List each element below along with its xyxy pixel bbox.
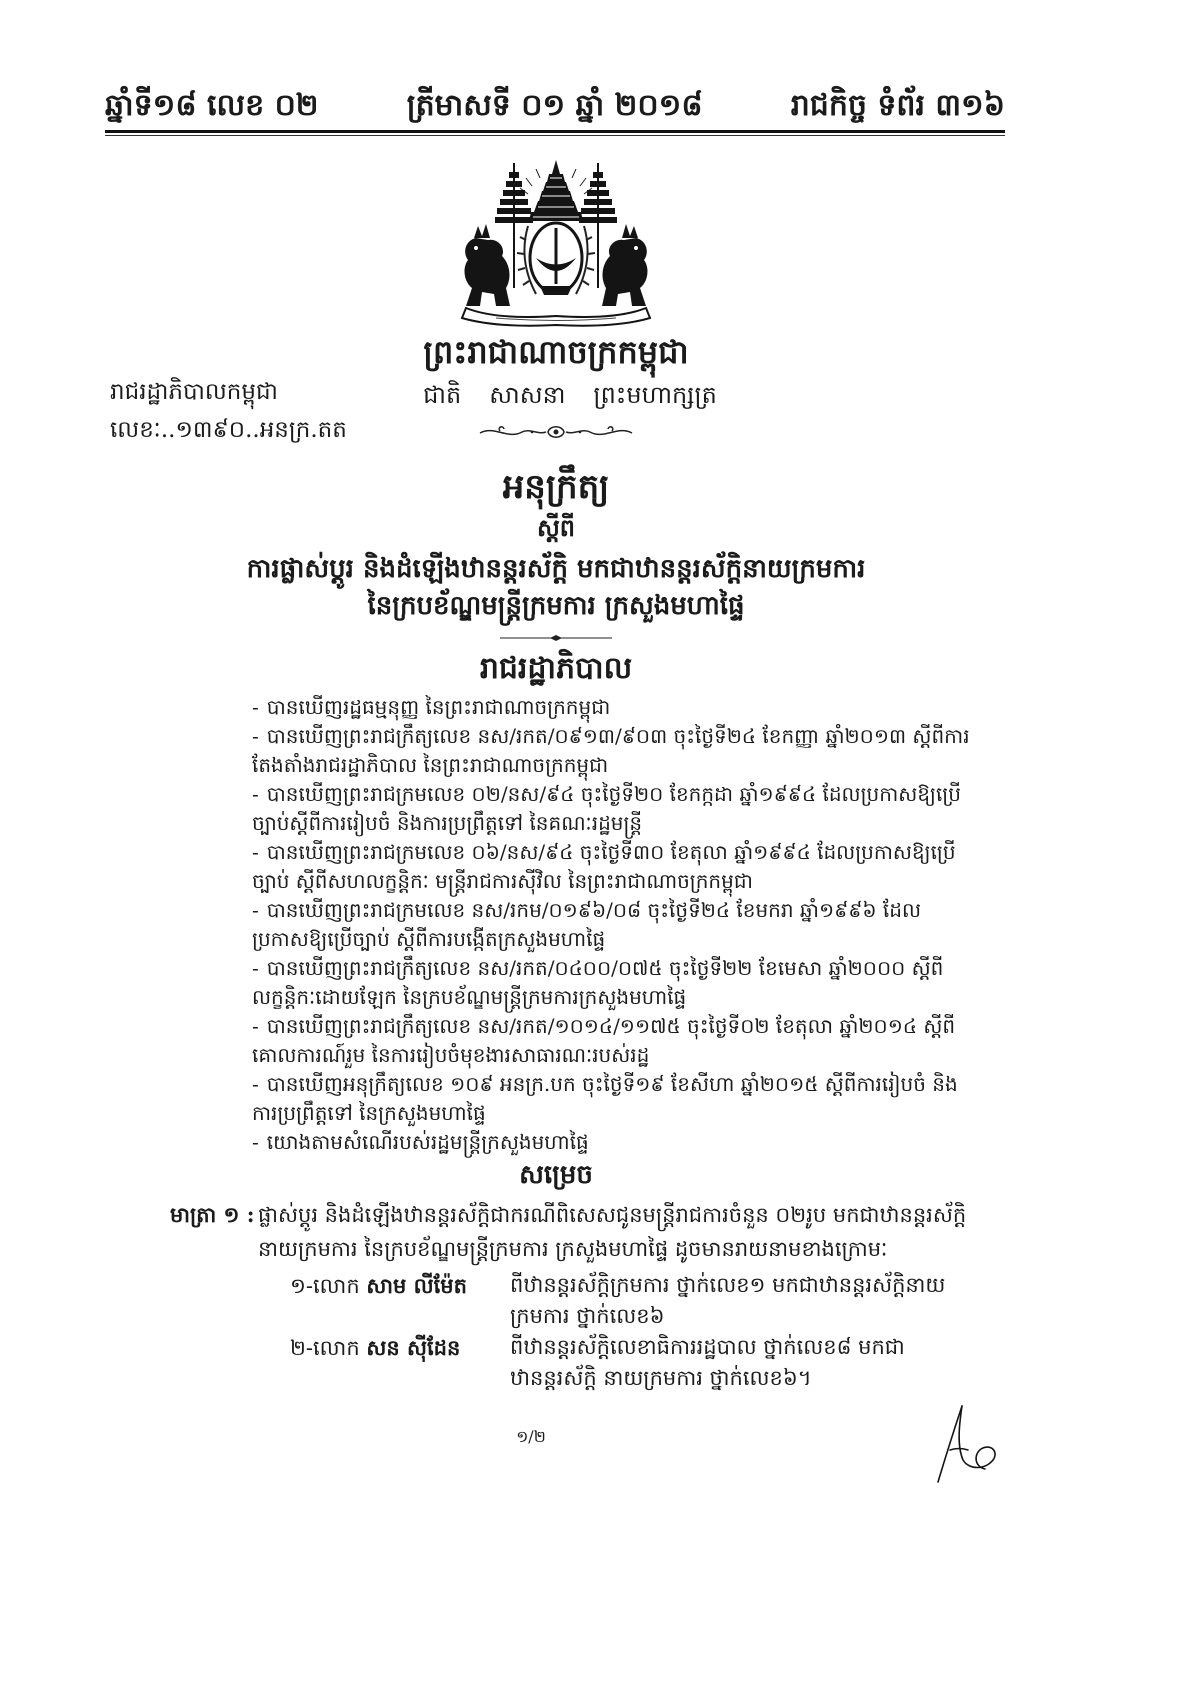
official-entry bbox=[290, 1270, 958, 1332]
list-bullet: - bbox=[252, 782, 259, 806]
official-detail: ពីឋានន្តរស័ក្តិក្រមការ ថ្នាក់លេខ១ មកជាឋានន្តរស័ក្តិនាយក្រមការ ថ្នាក់លេខ៦ bbox=[510, 1273, 946, 1328]
reference-number: លេខៈ..១៣៩០..អនក្រ.តត bbox=[110, 417, 347, 443]
list-item bbox=[252, 693, 974, 722]
list-item-text: បានឃើញព្រះរាជក្រឹត្យលេខ នស/រកត/១០១៤/១១៧៥ ចុះថ្ងៃទី០២ ខែតុលា ឆ្នាំ២០១៤ ស្តីពីគោលការណ៍រួម នៃការរៀបចំមុខងារសាធារណៈរបស់រដ្ឋ bbox=[252, 1014, 956, 1067]
list-bullet: - bbox=[252, 956, 259, 980]
article-1 bbox=[170, 1198, 970, 1266]
list-bullet: - bbox=[252, 695, 259, 719]
official-detail: ពីឋានន្តរស័ក្តិលេខាធិការរដ្ឋបាល ថ្នាក់លេខ៨ មកជាឋានន្តរស័ក្តិ នាយក្រមការ ថ្នាក់លេខ៦។ bbox=[510, 1335, 905, 1390]
official-prefix: ១-លោក bbox=[290, 1274, 360, 1298]
list-bullet: - bbox=[252, 1072, 259, 1096]
list-item bbox=[252, 1128, 974, 1157]
list-item-text: បានឃើញព្រះរាជក្រមលេខ ០២/នស/៩៤ ចុះថ្ងៃទី២០ ខែកក្កដា ឆ្នាំ១៩៩៤ ដែលប្រកាសឱ្យប្រើច្បាប់ស្តីពីការរៀបចំ និងការប្រព្រឹត្តទៅ នៃគណៈរដ្ឋមន្ត្រី bbox=[252, 782, 961, 835]
handwritten-signature-icon bbox=[932, 1398, 1004, 1486]
page-number: ១/២ bbox=[516, 1427, 546, 1446]
ornament-flourish-icon bbox=[476, 422, 636, 442]
list-bullet: - bbox=[252, 1014, 259, 1038]
list-item bbox=[252, 896, 974, 954]
list-item bbox=[252, 954, 974, 1012]
title-line: ការផ្លាស់ប្តូរ និងដំឡើងឋានន្តរស័ក្តិ មកជាឋានន្តរស័ក្តិនាយក្រមការ bbox=[246, 554, 866, 584]
gazette-header bbox=[105, 88, 1005, 124]
article-text: ផ្លាស់ប្តូរ និងដំឡើងឋានន្តរស័ក្តិជាករណីពិសេសជូនមន្ត្រីរាជការចំនួន ០២រូប មកជាឋានន្តរស័ក្តិនាយក្រមការ នៃក្របខ័ណ្ឌមន្ត្រីក្រមការ ក្រសួងមហាផ្ទៃ ដូចមានរាយនាមខាងក្រោមៈ bbox=[258, 1203, 967, 1261]
official-name: សាម លីម៉ែត bbox=[366, 1273, 467, 1298]
decision-heading: សម្រេច bbox=[519, 1160, 593, 1190]
lion-right bbox=[602, 224, 647, 306]
document-type: អនុក្រឹត្យ bbox=[502, 467, 610, 507]
gazette-issue: ឆ្នាំទី១៨ លេខ ០២ bbox=[105, 88, 319, 123]
list-item bbox=[252, 722, 974, 780]
national-motto bbox=[420, 377, 720, 413]
divider-line bbox=[500, 633, 612, 643]
list-bullet: - bbox=[252, 898, 259, 922]
motto-word: សាសនា bbox=[489, 381, 566, 409]
subject-prefix: ស្តីពី bbox=[536, 513, 576, 542]
document-title bbox=[0, 551, 1191, 625]
official-list bbox=[290, 1270, 958, 1394]
list-item-text: បានឃើញអនុក្រឹត្យលេខ ១០៩ អនក្រ.បក ចុះថ្ងៃទី១៩ ខែសីហា ឆ្នាំ២០១៥ ស្តីពីការរៀបចំ និងការប្រព្រឹត្តទៅ នៃក្រសួងមហាផ្ទៃ bbox=[252, 1072, 958, 1125]
banner bbox=[462, 308, 650, 326]
lion-left bbox=[465, 224, 510, 306]
official-prefix: ២-លោក bbox=[290, 1336, 360, 1360]
motto-word: ព្រះមហាក្សត្រ bbox=[593, 381, 717, 409]
header-rule-thin bbox=[105, 135, 1005, 136]
issuer: រាជរដ្ឋាភិបាលកម្ពុជា bbox=[110, 379, 278, 405]
list-item-text: បានឃើញរដ្ឋធម្មនុញ្ញ នៃព្រះរាជាណាចក្រកម្ពុជា bbox=[266, 695, 611, 719]
list-item-text: យោងតាមសំណើរបស់រដ្ឋមន្ត្រីក្រសួងមហាផ្ទៃ bbox=[266, 1130, 589, 1154]
list-bullet: - bbox=[252, 724, 259, 748]
gazette-page-ref: រាជកិច្ច ទំព័រ ៣១៦ bbox=[790, 88, 1005, 123]
list-item bbox=[252, 838, 974, 896]
list-item bbox=[252, 1012, 974, 1070]
crown bbox=[529, 160, 583, 221]
title-line: នៃក្របខ័ណ្ឌមន្ត្រីក្រមការ ក្រសួងមហាផ្ទៃ bbox=[367, 591, 745, 621]
header-rule bbox=[105, 130, 1005, 133]
list-item bbox=[252, 780, 974, 838]
list-item bbox=[252, 1070, 974, 1128]
article-label: មាត្រា ១ : bbox=[170, 1202, 255, 1227]
official-person bbox=[290, 1270, 510, 1332]
list-item-text: បានឃើញព្រះរាជក្រឹត្យលេខ នស/រកត/០៤០០/០៧៥ ចុះថ្ងៃទី២២ ខែមេសា ឆ្នាំ២០០០ ស្តីពីលក្ខន្តិកៈដោយឡែក នៃក្របខ័ណ្ឌមន្ត្រីក្រមការក្រសួងមហាផ្ទៃ bbox=[252, 956, 944, 1009]
shield bbox=[530, 223, 582, 295]
list-bullet: - bbox=[252, 840, 259, 864]
title-divider bbox=[0, 633, 1112, 643]
document-body bbox=[0, 465, 1191, 1450]
kingdom-title: ព្រះរាជាណាចក្រកម្ពុជា bbox=[423, 333, 689, 371]
official-entry bbox=[290, 1332, 958, 1394]
list-item-text: បានឃើញព្រះរាជក្រមលេខ នស/រកម/០១៩៦/០៨ ចុះថ្ងៃទី២៤ ខែមករា ឆ្នាំ១៩៩៦ ដែលប្រកាសឱ្យប្រើច្បាប់ ស្តីពីការបង្កើតក្រសួងមហាផ្ទៃ bbox=[252, 898, 922, 951]
official-name: សន ស៊ីដែន bbox=[366, 1335, 461, 1360]
coat-of-arms-icon bbox=[436, 160, 676, 328]
list-item-text: បានឃើញព្រះរាជក្រមលេខ ០៦/នស/៩៤ ចុះថ្ងៃទី៣០ ខែតុលា ឆ្នាំ១៩៩៤ ដែលប្រកាសឱ្យប្រើច្បាប់ ស្តីពីសហលក្ខន្តិកៈ មន្ត្រីរាជការស៊ីវិល នៃព្រះរាជាណាចក្រកម្ពុជា bbox=[252, 840, 956, 893]
motto-word: ជាតិ bbox=[423, 381, 462, 409]
considerations-list bbox=[252, 693, 974, 1157]
list-bullet: - bbox=[252, 1130, 259, 1154]
government-heading: រាជរដ្ឋាភិបាល bbox=[479, 651, 633, 686]
list-item-text: បានឃើញព្រះរាជក្រឹត្យលេខ នស/រកត/០៩១៣/៩០៣ ចុះថ្ងៃទី២៤ ខែកញ្ញា ឆ្នាំ២០១៣ ស្តីពីការតែងតាំងរាជរដ្ឋាភិបាល នៃព្រះរាជាណាចក្រកម្ពុជា bbox=[252, 724, 970, 777]
official-person bbox=[290, 1332, 510, 1394]
gazette-quarter: ត្រីមាសទី ០១ ឆ្នាំ ២០១៨ bbox=[406, 88, 703, 123]
